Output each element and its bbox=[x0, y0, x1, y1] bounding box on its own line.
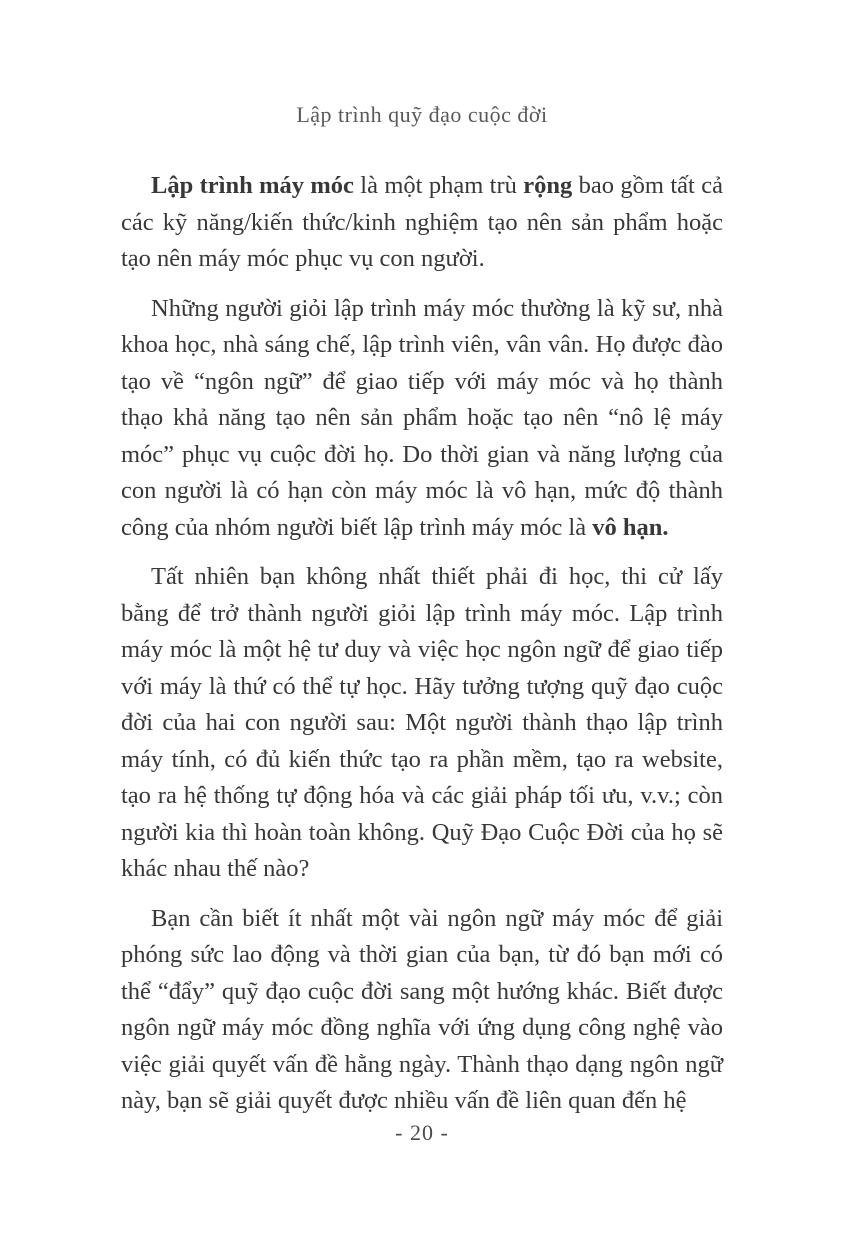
bold-text-run: vô hạn. bbox=[592, 513, 669, 541]
paragraph-1 bbox=[121, 168, 723, 278]
text-run: là một phạm trù bbox=[353, 172, 524, 199]
text-run: Những người giỏi lập trình máy móc thường là kỹ sư, nhà khoa học, nhà sáng chế, lập trình viên, vân vân. Họ được đào tạo về “ngôn ngữ” để giao tiếp với máy móc và họ thành thạo khả năng tạo nên sản phẩm hoặc tạo nên “nô lệ máy móc” phục vụ cuộc đời họ. Do thời gian và năng lượng của con người là có hạn còn máy móc là vô hạn, mức độ thành công của nhóm người biết lập trình máy móc là bbox=[121, 294, 723, 541]
bold-text-run: rộng bbox=[523, 172, 573, 199]
text-run: Bạn cần biết ít nhất một vài ngôn ngữ máy móc để giải phóng sức lao động và thời gian của bạn, từ đó bạn mới có thể “đẩy” quỹ đạo cuộc đời sang một hướng khác. Biết được ngôn ngữ máy móc đồng nghĩa với ứng dụng công nghệ vào việc giải quyết vấn đề hằng ngày. Thành thạo dạng ngôn ngữ này, bạn sẽ giải quyết được nhiều vấn đề liên quan đến hệ bbox=[121, 904, 723, 1114]
running-header: Lập trình quỹ đạo cuộc đời bbox=[296, 102, 548, 127]
page-number: - 20 - bbox=[395, 1120, 449, 1145]
paragraph-3 bbox=[121, 559, 723, 888]
paragraph-2 bbox=[121, 291, 723, 547]
bold-text-run: Lập trình máy móc bbox=[151, 172, 354, 199]
paragraph-4 bbox=[121, 901, 723, 1120]
page-body bbox=[121, 168, 723, 1120]
text-run: bao gồm tất cả các kỹ năng/kiến thức/kinh nghiệm tạo nên sản phẩm hoặc tạo nên máy móc phục vụ con người. bbox=[121, 172, 723, 272]
text-run: Tất nhiên bạn không nhất thiết phải đi học, thi cử lấy bằng để trở thành người giỏi lập trình máy móc. Lập trình máy móc là một hệ tư duy và việc học ngôn ngữ để giao tiếp với máy là thứ có thể tự học. Hãy tưởng tượng quỹ đạo cuộc đời của hai con người sau: Một người thành thạo lập trình máy tính, có đủ kiến thức tạo ra phần mềm, tạo ra website, tạo ra hệ thống tự động hóa và các giải pháp tối ưu, v.v.; còn người kia thì hoàn toàn không. Quỹ Đạo Cuộc Đời của họ sẽ khác nhau thế nào? bbox=[121, 563, 723, 882]
